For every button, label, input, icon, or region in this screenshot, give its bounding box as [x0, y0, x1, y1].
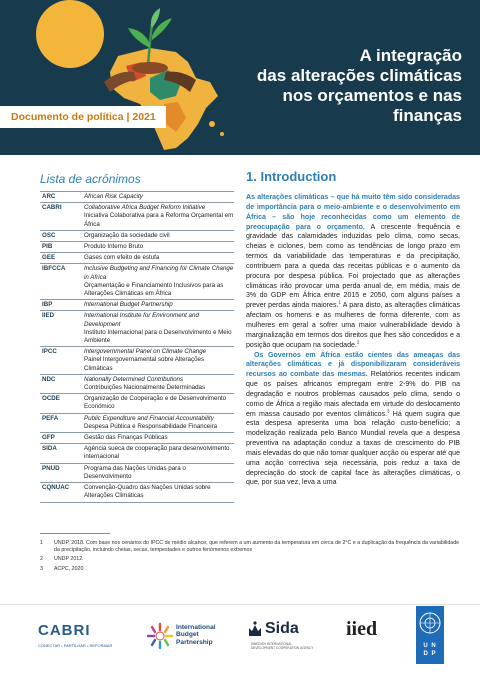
acronym-english: International Institute for Environment and Development [84, 312, 199, 328]
intro-p2-highlight: Os Governos em África estão cientes das ameaças das alterações climáticas e já disponibilizaram consideráveis recursos ao combate das mesmas. [246, 351, 460, 379]
acronym-portuguese: Organização de Cooperação e de Desenvolvimento Económico [84, 395, 227, 411]
footnote-number: 2 [40, 556, 43, 563]
footnote-ref-1[interactable]: 1 [338, 299, 341, 305]
acronym-row [40, 394, 234, 413]
acronym-row [40, 300, 234, 311]
intro-p1-text: A crescente frequência e gravidade das calamidades induzidas pelo clima, como secas, cheias e ciclones, bem como as tendências de longo prazo em termos da variabilidade das temperaturas e da precipitação, contribuem para a queda das receitas públicas e o aumento da procura por despesa pública. Foi projectado que as alterações climáticas irão provocar uma perda anual de, em média, mais de 3% do GDP em África entre 2015 e 2050, com alguns países a prever perdas ainda maiores. [246, 223, 460, 310]
introduction-heading: 1. Introduction [246, 169, 337, 184]
acronym-row [40, 203, 234, 231]
acronym-portuguese: Orçamentação e Financiamento Inclusivos para as Alterações Climáticas em África [84, 281, 224, 298]
acronym-description [84, 484, 234, 500]
acronym-row [40, 483, 234, 502]
acronym-row [40, 311, 234, 347]
undp-logo [416, 606, 444, 664]
acronym-description [84, 254, 234, 262]
acronym-description [84, 445, 234, 461]
acronym-english: International Budget Partnership [84, 301, 173, 309]
sun-illustration [36, 0, 104, 68]
title-line-4: finanças [393, 106, 462, 125]
acronym-description [84, 434, 234, 442]
acronym-portuguese: Convenção-Quadro das Nações Unidas sobre Alterações Climáticas [84, 484, 211, 500]
footnote-text: ACPC, 2020 [54, 565, 84, 572]
acronym-code: IBP [42, 301, 53, 309]
acronym-code: NDC [42, 375, 56, 383]
acronym-description [84, 395, 234, 411]
intro-p1-highlight: As alterações climáticas – que há muito têm sido consideradas de importância para o meio-ambiente e o desenvolvimento em África – são hoje reconhecidas como um elemento de preocupação para o orçamento. [246, 194, 460, 231]
footnote-number: 3 [40, 565, 43, 572]
acronym-row [40, 347, 234, 375]
acronym-portuguese: Produto Interno Bruto [84, 243, 144, 251]
header-banner [0, 0, 480, 155]
acronym-portuguese: Painel Intergovernamental sobre Alterações Climáticas [84, 356, 205, 372]
footnotes [40, 540, 460, 573]
acronym-description [84, 415, 234, 431]
acronym-description [84, 193, 234, 201]
acronym-description [84, 376, 234, 392]
acronym-portuguese: Instituto Internacional para o Desenvolvimento e Meio Ambiente [84, 328, 232, 345]
iied-logo-wordmark: iied [346, 618, 378, 640]
ibp-logo [146, 614, 226, 664]
acronym-english: Public Expenditure and Financial Accountability [84, 414, 214, 422]
iied-logo [344, 614, 388, 664]
acronym-code: CABRI [42, 204, 62, 212]
acronym-portuguese: Gases com efeito de estufa [84, 254, 160, 262]
title-line-1: A integração [359, 46, 462, 65]
undp-line-1: U N [423, 643, 437, 649]
acronym-row [40, 414, 234, 433]
intro-p1-text2: A para disto, as alterações climáticas afectam os homens e as mulheres de forma diferente, com as mulheres em geral a sofrer uma maior vulnerabilidade devido à marginalização em termos dos direitos que lhes são concedidos e a posição que ocupam na sociedade. [246, 302, 460, 349]
sida-logo [247, 614, 313, 664]
acronym-description [84, 232, 234, 240]
acronym-portuguese: Organização da sociedade civil [84, 231, 170, 239]
acronym-code: OSC [42, 231, 56, 239]
acronym-row [40, 253, 234, 264]
sida-crown-icon [247, 620, 263, 640]
acronym-row [40, 192, 234, 203]
acronym-code: GEE [42, 254, 56, 262]
acronym-portuguese: Agência sueca de cooperação para desenvolvimento internacional [84, 445, 230, 461]
acronym-code: GFP [42, 434, 55, 442]
acronym-description [84, 312, 234, 345]
acronym-description [84, 465, 234, 481]
undp-line-2: D P [423, 651, 437, 657]
cabri-logo-wordmark: CABRI [38, 622, 91, 639]
footnote-1 [40, 540, 460, 554]
acronym-portuguese: Programa das Nações Unidas para o Desenvolvimento [84, 464, 186, 480]
footnote-ref-2[interactable]: 2 [356, 339, 360, 345]
logos-divider [0, 604, 480, 605]
intro-p2-text2: Há quem sugira que esta despesa apresenta uma boa relação custo-benefício; a modelização realizada pelo Banco Mundial revela que a despesa preventiva na adaptação conduz a taxas de crescimento do PIB mais elevadas do que não tomar qualquer acção ou esperar até que uma acção correctiva seja necessária, pois reduz a taxa de depreciação do stock de capital face às alterações climáticas, o que, por sua vez, leva a uma [246, 410, 460, 487]
acronym-portuguese: Despesa Pública e Responsabilidade Financeira [84, 422, 218, 430]
intro-p2-text: Relatórios recentes indicam que os países africanos empregam entre 2-9% do PIB na degradação e noutros problemas causados pelo clima, sendo o corno de África a região mais afectada em virtude do deslocamento em massa causado por eventos climáticos. [246, 371, 460, 418]
acronym-description [84, 204, 234, 229]
acronym-code: PNUD [42, 464, 60, 472]
acronym-code: SIDA [42, 445, 57, 453]
acronym-code: CQNUAC [42, 484, 70, 492]
title-line-2: das alterações climáticas [256, 66, 462, 85]
acronym-description [84, 243, 234, 251]
footnote-3 [40, 566, 460, 573]
cabri-logo [38, 614, 114, 664]
acronym-portuguese: Contribuições Nacionalmente Determinadas [84, 384, 206, 392]
title-line-3: nos orçamentos e nas [282, 86, 462, 105]
document-type-label: Documento de política | 2021 [11, 111, 156, 123]
acronym-portuguese: Gestão das Finanças Públicas [84, 434, 168, 442]
acronyms-table [40, 191, 234, 503]
acronym-row [40, 375, 234, 394]
acronym-description [84, 265, 234, 298]
acronym-english: Nationally Determined Contributions [84, 375, 184, 383]
footnote-2 [40, 556, 460, 563]
introduction-body [246, 193, 460, 488]
acronym-row [40, 242, 234, 253]
ibp-burst-icon [146, 622, 174, 650]
acronym-english: Inclusive Budgeting and Financing for Climate Change in Africa [84, 265, 234, 281]
acronym-code: PIB [42, 243, 53, 251]
acronym-code: ARC [42, 193, 56, 200]
ibp-line-3: Partnership [176, 638, 213, 646]
acronym-code: IBFCCA [42, 265, 66, 273]
acronym-row [40, 433, 234, 444]
footnote-text: UNDP 2012. [54, 556, 84, 563]
footnote-text: UNDP, 2018. Com base nos cenários do IPCC de médio alcance, que referem a um aumento da temperatura em cerca de 2°C e a duplicação da frequência da variabilidade da precipitação, incluindo cheias, secas, tempestades e outros fenómenos extremos [54, 540, 460, 554]
footnote-divider [40, 533, 110, 534]
acronym-row [40, 231, 234, 242]
acronym-code: IPCC [42, 348, 57, 356]
page-title [212, 46, 462, 126]
acronym-english: Collaborative Africa Budget Reform Initiative [84, 204, 206, 212]
ibp-line-2: Budget [176, 631, 199, 639]
ibp-logo-wordmark [176, 624, 216, 646]
acronym-code: PEFA [42, 414, 59, 422]
acronym-portuguese: Iniciativa Colaborativa para a Reforma Orçamental em África [84, 212, 234, 228]
footnote-number: 1 [40, 540, 43, 546]
sida-logo-wordmark: Sida [265, 620, 299, 637]
acronym-description [84, 301, 234, 309]
intro-paragraph-2 [246, 351, 460, 489]
undp-logo-wordmark [416, 642, 444, 658]
acronym-row [40, 444, 234, 463]
footnote-ref-3[interactable]: 3 [387, 408, 390, 414]
acronyms-heading: Lista de acrónimos [40, 172, 141, 186]
intro-paragraph-1 [246, 193, 460, 351]
ibp-line-1: International [176, 624, 216, 631]
acronym-english: African Risk Capacity [84, 193, 143, 200]
acronym-english: Intergovernmental Panel on Climate Change [84, 348, 207, 356]
acronym-code: OCDE [42, 395, 60, 403]
cabri-logo-tagline: CONECTAR • PARTILHAR • REFORMAR [38, 643, 113, 648]
acronym-row [40, 464, 234, 483]
acronym-row [40, 264, 234, 300]
sida-logo-tagline: SWEDISH INTERNATIONAL DEVELOPMENT COOPERATION AGENCY [251, 642, 314, 650]
acronym-description [84, 348, 234, 373]
un-emblem-icon [416, 608, 444, 638]
acronym-code: IIED [42, 312, 55, 320]
